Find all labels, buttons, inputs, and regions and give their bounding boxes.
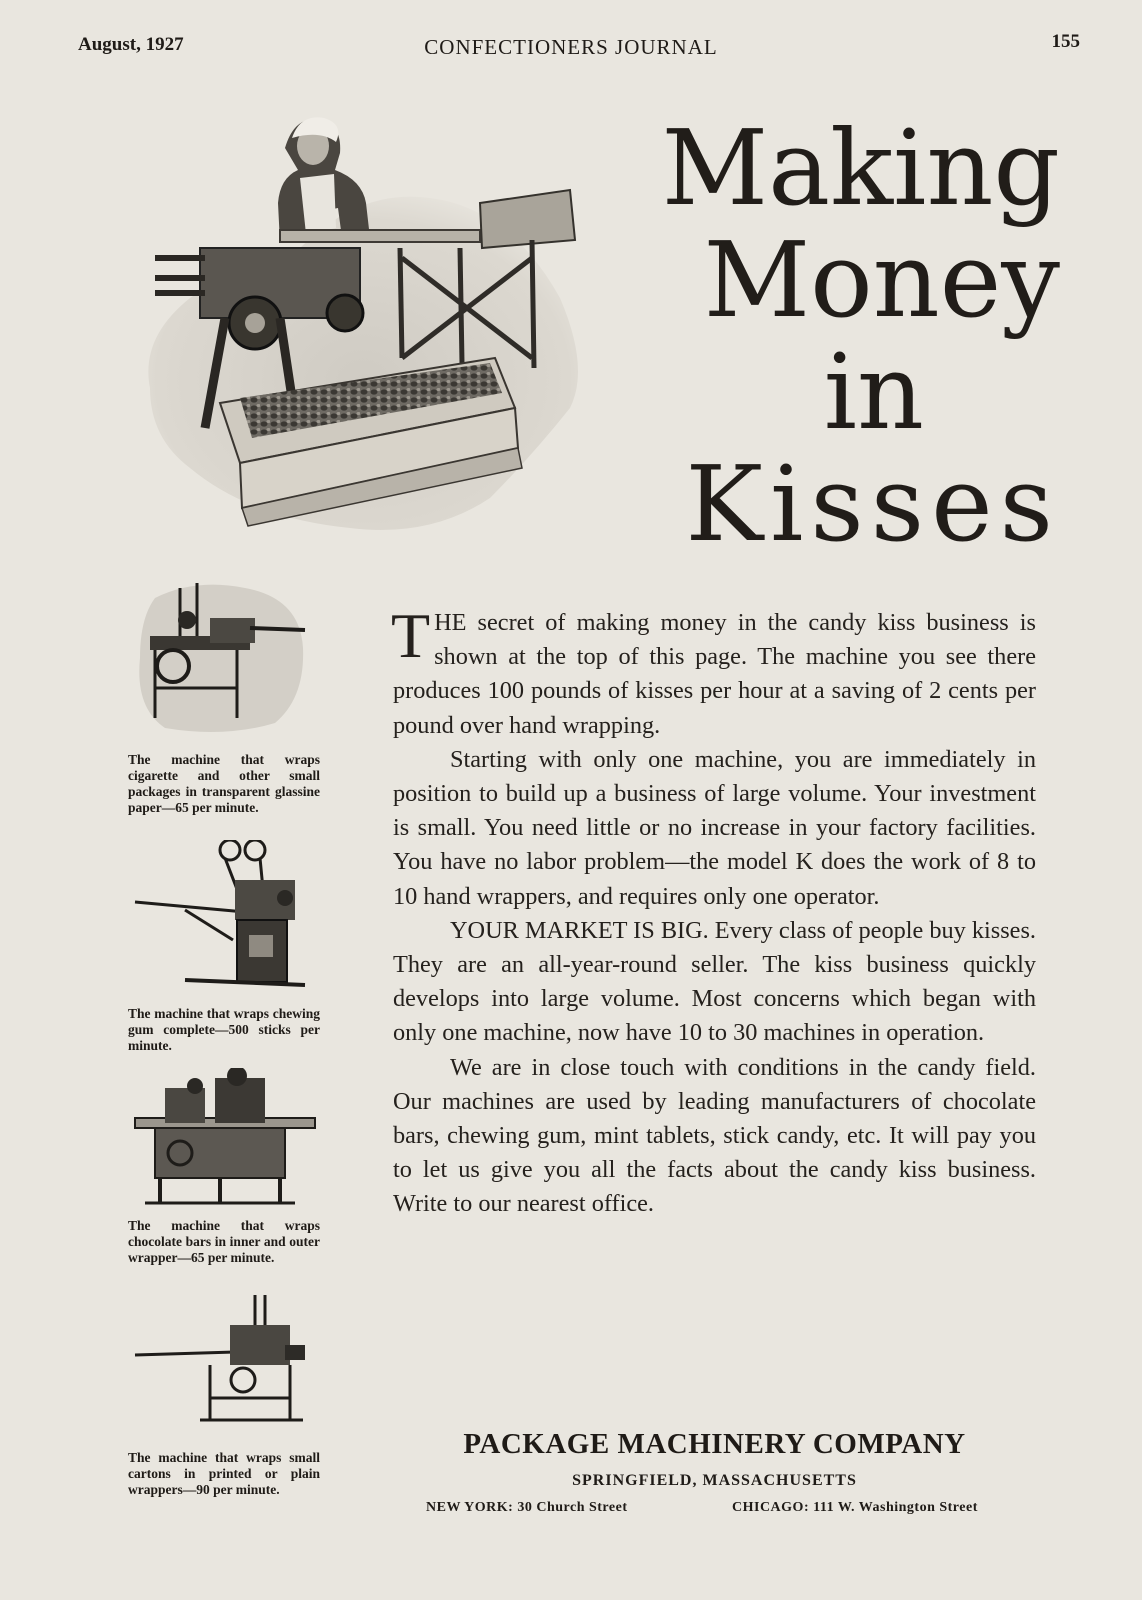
caption-chocolate-bar-machine: The machine that wraps chocolate bars in inner and outer wrapper—65 per minute. <box>128 1218 320 1265</box>
issue-date: August, 1927 <box>78 34 184 55</box>
caption-carton-machine: The machine that wraps small cartons in printed or plain wrappers—90 per minute. <box>128 1450 320 1497</box>
page-number: 155 <box>1051 31 1080 52</box>
caption-chewing-gum-machine: The machine that wraps chewing gum complete—500 sticks per minute. <box>128 1006 320 1053</box>
body-paragraph-1-text: HE secret of making money in the candy kiss business is shown at the top of this page. The machine you see there produces 100 pounds of kisses per hour at a saving of 2 cents per pound over hand wrapping. <box>393 609 1036 739</box>
body-paragraph-2: Starting with only one machine, you are immediately in position to build up a business of large volume. Your investment is small. You need little or no increase in your factory facilities. You have no labor problem—the model K does the work of 8 to 10 hand wrappers, and requires only one operator. <box>393 745 1036 910</box>
headline <box>640 107 1060 565</box>
body-paragraph-1 <box>391 600 1036 743</box>
chocolate-bar-wrapping-machine-illustration <box>125 1068 325 1218</box>
body-paragraph-3: YOUR MARKET IS BIG. Every class of people buy kisses. They are an all-year-round seller. The kiss business quickly develops into large volume. Most concerns which began with only one machine, now have 10 to 30 machines in operation. <box>393 916 1036 1047</box>
headline-line-2: Money <box>703 219 1060 341</box>
drop-cap: T <box>391 600 431 671</box>
caption-cigarette-machine: The machine that wraps cigarette and other small packages in transparent glassine paper—65 per minute. <box>128 752 320 815</box>
headline-line-1: Making <box>661 107 1060 229</box>
headline-line-4: Kisses <box>685 443 1060 565</box>
company-city: SPRINGFIELD, MASSACHUSETTS <box>572 1472 857 1489</box>
cigarette-wrapping-machine-illustration <box>125 578 325 738</box>
kiss-wrapping-machine-illustration <box>130 108 600 548</box>
company-name: PACKAGE MACHINERY COMPANY <box>463 1428 966 1460</box>
body-paragraph-4: We are in close touch with conditions in the candy field. Our machines are used by leading manufacturers of chocolate bars, chewing gum, mint tablets, stick candy, etc. It will pay you to let us give you all the facts about the candy kiss business. Write to our nearest office. <box>393 1053 1036 1218</box>
publication-title: CONFECTIONERS JOURNAL <box>424 35 718 59</box>
headline-line-3: in <box>823 331 924 453</box>
office-new-york: NEW YORK: 30 Church Street <box>426 1500 628 1515</box>
carton-wrapping-machine-illustration <box>125 1290 325 1440</box>
chewing-gum-wrapping-machine-illustration <box>125 840 325 1000</box>
advertisement-body-text <box>391 600 1036 1222</box>
office-chicago: CHICAGO: 111 W. Washington Street <box>732 1500 978 1515</box>
